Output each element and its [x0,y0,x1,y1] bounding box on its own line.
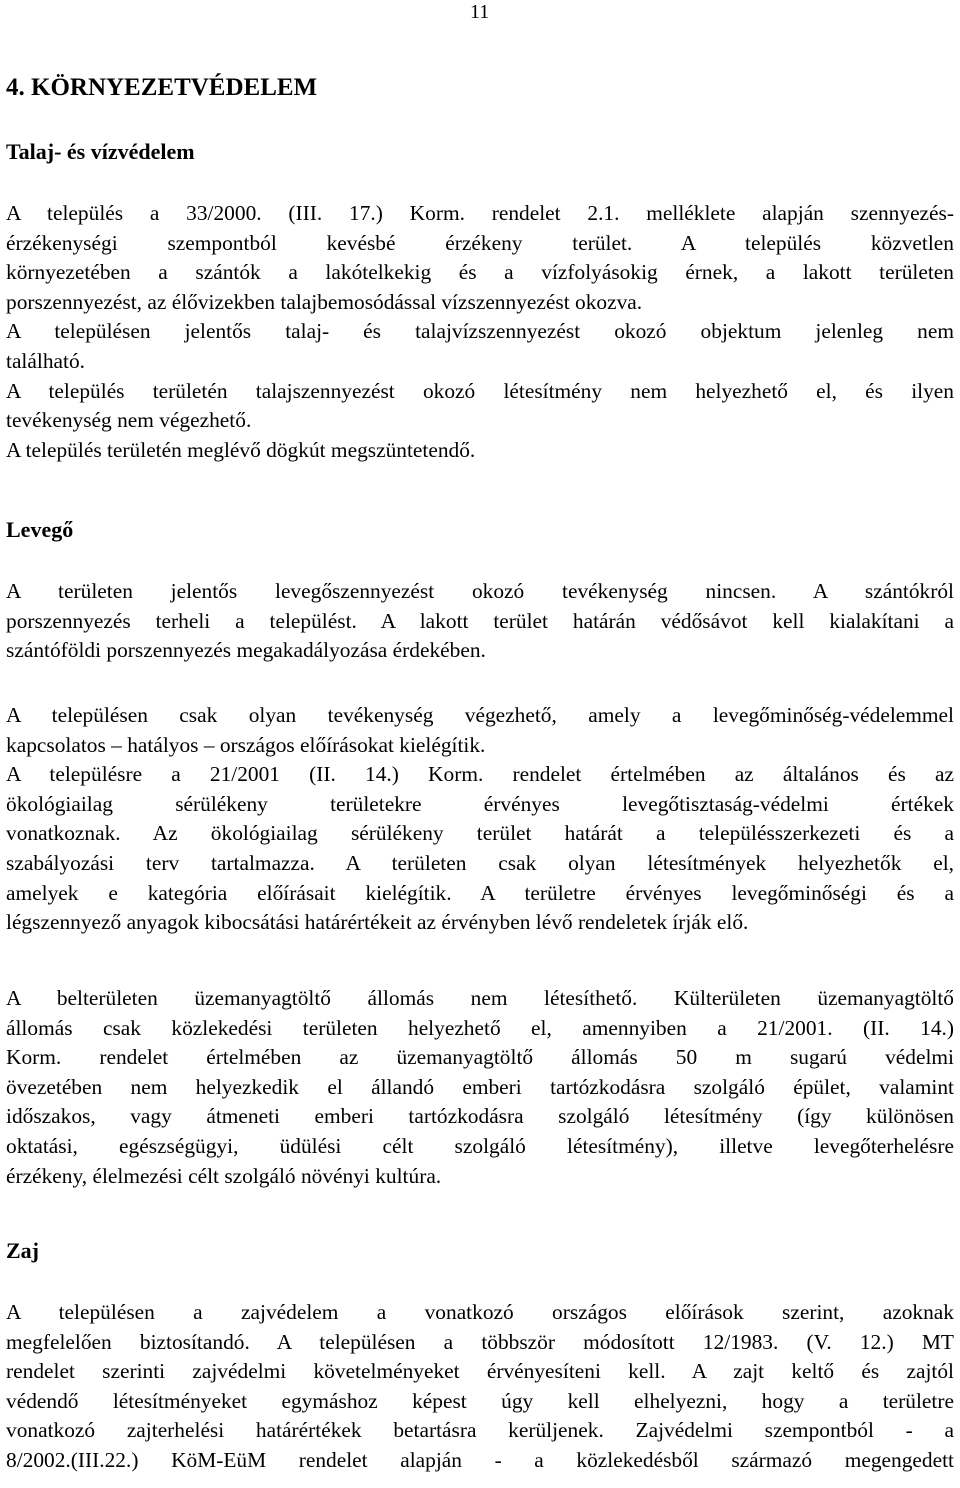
section-heading-noise: Zaj [6,1238,39,1263]
text-line: szántóföldi porszennyezés megakadályozása érdekében. [6,638,486,663]
text-line: A település a 33/2000. (III. 17.) Korm. rendelet 2.1. melléklete alapján szennyezés- [6,201,954,225]
text-line: vonatkozó zajterhelési határértékek betartásra kerüljenek. Zajvédelmi szempontból - a [6,1418,954,1443]
paragraph-air-3 [6,984,954,1191]
text-line: A településre a 21/2001 (II. 14.) Korm. rendelet értelmében az általános és az [6,762,954,787]
text-line: tevékenység nem végezhető. [6,408,252,433]
paragraph-noise [6,1298,954,1476]
text-line: porszennyezés terheli a települést. A lakott terület határán védősávot kell kialakítani a [6,608,954,633]
text-line: állomás csak közlekedési területen helyezhető el, amennyiben a 21/2001. (II. 14.) [6,1015,954,1040]
text-line: védendő létesítményeket egymáshoz képest úgy kell elhelyezni, hogy a területre [6,1388,954,1413]
text-line: A településen jelentős talaj- és talajvízszennyezést okozó objektum jelenleg nem [6,319,954,344]
text-line: megfelelően biztosítandó. A településen a többször módosított 12/1983. (V. 12.) MT [6,1329,954,1354]
text-line: övezetében nem helyezkedik el állandó emberi tartózkodásra szolgáló épület, valamint [6,1074,954,1099]
text-line: kapcsolatos – hatályos – országos előírásokat kielégítik. [6,732,486,757]
text-line: A területen jelentős levegőszennyezést okozó tevékenység nincsen. A szántókról [6,579,954,603]
chapter-title: 4. KÖRNYEZETVÉDELEM [6,74,318,101]
page-number: 11 [470,1,490,23]
text-line: porszennyezést, az élővizekben talajbemosódással vízszennyezést okozva. [6,289,643,314]
text-line: oktatási, egészségügyi, üdülési célt szolgáló létesítmény), illetve levegőterhelésre [6,1133,954,1158]
text-line: érzékenységi szempontból kevésbé érzékeny terület. A település közvetlen [6,230,954,255]
text-line: A belterületen üzemanyagtöltő állomás nem létesíthető. Külterületen üzemanyagtöltő [6,986,954,1010]
text-line: rendelet szerinti zajvédelmi követelményeket érvényesíteni kell. A zajt keltő és zajtól [6,1359,954,1384]
text-line: vonatkoznak. Az ökológiailag sérülékeny terület határát a településszerkezeti és a [6,821,954,846]
text-line: időszakos, vagy átmeneti emberi tartózkodásra szolgáló létesítmény (így különösen [6,1104,954,1129]
text-line: ökológiailag sérülékeny területekre érvényes levegőtisztaság-védelmi értékek [6,791,954,816]
paragraph-air-1 [6,577,954,666]
paragraph-soil-water [6,199,954,465]
text-line: A településen a zajvédelem a vonatkozó országos előírások szerint, azoknak [6,1300,954,1324]
text-line: A településen csak olyan tevékenység végezhető, amely a levegőminőség-védelemmel [6,703,954,727]
text-line: A település területén talajszennyezést okozó létesítmény nem helyezhető el, és ilyen [6,378,954,403]
text-line: 8/2002.(III.22.) KöM-EüM rendelet alapján - a közlekedésből származó megengedett [6,1447,954,1472]
section-heading-soil-water: Talaj- és vízvédelem [6,139,195,164]
text-line: Korm. rendelet értelmében az üzemanyagtöltő állomás 50 m sugarú védelmi [6,1045,954,1070]
text-line: érzékeny, élelmezési célt szolgáló növényi kultúra. [6,1163,442,1188]
text-line: környezetében a szántók a lakótelkekig és a vízfolyásokig érnek, a lakott területen [6,260,954,285]
text-line: A település területén meglévő dögkút megszüntetendő. [6,437,476,462]
paragraph-air-2 [6,701,954,938]
text-line: légszennyező anyagok kibocsátási határértékeit az érvényben lévő rendeletek írják elő. [6,910,749,935]
text-line: szabályozási terv tartalmazza. A területen csak olyan létesítmények helyezhetők el, [6,850,954,875]
section-heading-air: Levegő [6,517,74,542]
text-line: található. [6,348,85,373]
text-line: amelyek e kategória előírásait kielégítik. A területre érvényes levegőminőségi és a [6,880,954,905]
